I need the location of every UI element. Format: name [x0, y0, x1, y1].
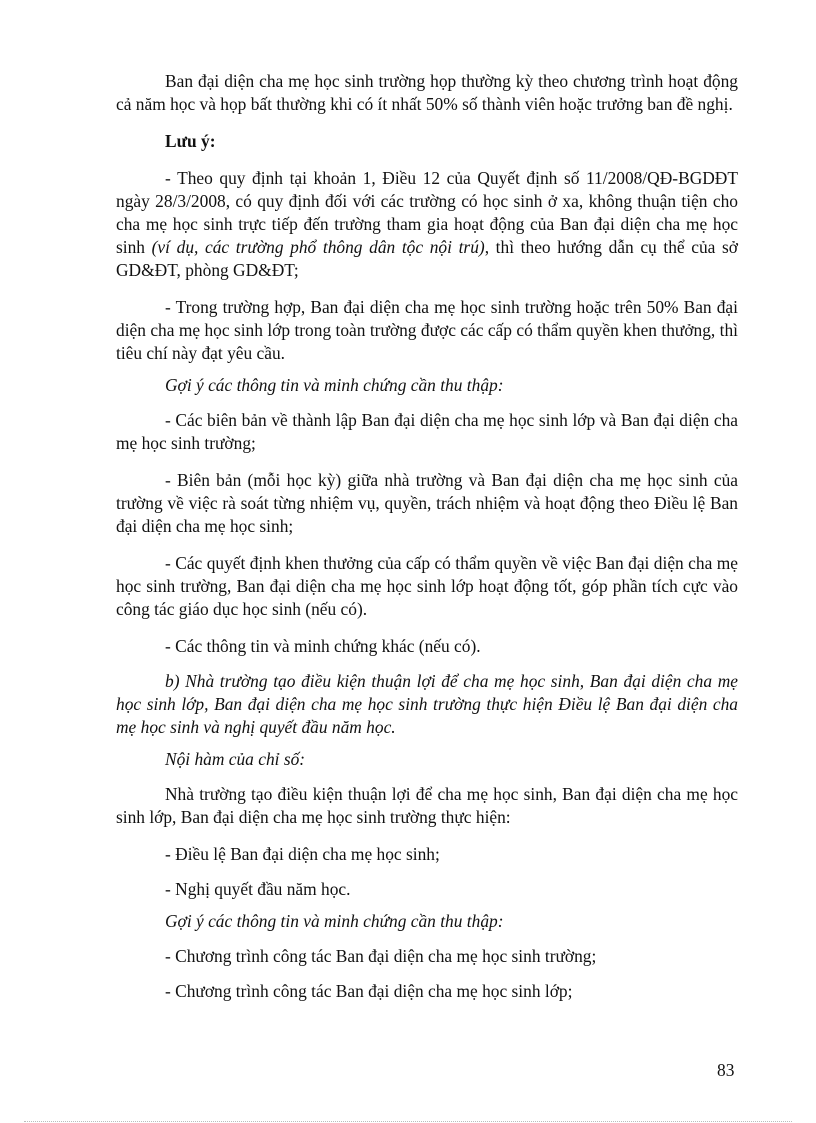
note-text: - Theo quy định tại khoản 1, Điều 12 của Quyết định số 11/2008/QĐ-BGDĐT ngày 28/3/2008, có quy định đối với các trường có học sinh ở xa, không thuận tiện cho cha mẹ học sinh trực tiếp đến trường tham gia hoạt động của Ban đại diện cha mẹ học sinh — [116, 168, 738, 257]
note-item — [116, 167, 738, 282]
evidence-heading: Gợi ý các thông tin và minh chứng cần thu thập: — [165, 375, 504, 395]
document-body — [116, 70, 738, 1003]
page-bottom-border — [24, 1121, 792, 1122]
evidence-item: - Biên bản (mỗi học kỳ) giữa nhà trường và Ban đại diện cha mẹ học sinh của trường về việc rà soát từng nhiệm vụ, quyền, trách nhiệm và hoạt động theo Điều lệ Ban đại diện cha mẹ học sinh; — [116, 470, 738, 536]
note-text-tail: , thì theo hướng dẫn cụ thể của sở GD&ĐT, phòng GD&ĐT; — [116, 237, 739, 280]
meaning-heading: Nội hàm của chỉ số: — [165, 749, 306, 769]
page-number: 83 — [717, 1060, 735, 1080]
paragraph-meetings: Ban đại diện cha mẹ học sinh trường họp thường kỳ theo chương trình hoạt động cả năm học và họp bất thường khi có ít nhất 50% số thành viên hoặc trưởng ban đề nghị. — [116, 71, 738, 114]
criterion-b: b) Nhà trường tạo điều kiện thuận lợi để cha mẹ học sinh, Ban đại diện cha mẹ học sinh lớp, Ban đại diện cha mẹ học sinh trường thực hiện Điều lệ Ban đại diện cha mẹ học sinh và nghị quyết đầu năm học. — [116, 671, 738, 737]
evidence-item: - Chương trình công tác Ban đại diện cha mẹ học sinh trường; — [165, 946, 597, 966]
evidence-item: - Các thông tin và minh chứng khác (nếu có). — [165, 636, 481, 656]
evidence-item: - Các biên bản về thành lập Ban đại diện cha mẹ học sinh lớp và Ban đại diện cha mẹ học sinh trường; — [116, 410, 738, 453]
note-item: - Trong trường hợp, Ban đại diện cha mẹ học sinh trường hoặc trên 50% Ban đại diện cha mẹ học sinh lớp trong toàn trường được các cấp có thẩm quyền khen thưởng, thì tiêu chí này đạt yêu cầu. — [116, 297, 738, 363]
evidence-item: - Các quyết định khen thưởng của cấp có thẩm quyền về việc Ban đại diện cha mẹ học sinh trường, Ban đại diện cha mẹ học sinh lớp hoạt động tốt, góp phần tích cực vào công tác giáo dục học sinh (nếu có). — [116, 553, 738, 619]
evidence-item: - Chương trình công tác Ban đại diện cha mẹ học sinh lớp; — [165, 981, 573, 1001]
meaning-text: Nhà trường tạo điều kiện thuận lợi để cha mẹ học sinh, Ban đại diện cha mẹ học sinh lớp, Ban đại diện cha mẹ học sinh trường thực hiện: — [116, 784, 738, 827]
note-example: (ví dụ, các trường phổ thông dân tộc nội trú) — [151, 237, 485, 257]
evidence-heading: Gợi ý các thông tin và minh chứng cần thu thập: — [165, 911, 504, 931]
meaning-item: - Nghị quyết đầu năm học. — [165, 879, 351, 899]
meaning-item: - Điều lệ Ban đại diện cha mẹ học sinh; — [165, 844, 440, 864]
note-heading: Lưu ý: — [165, 131, 216, 151]
